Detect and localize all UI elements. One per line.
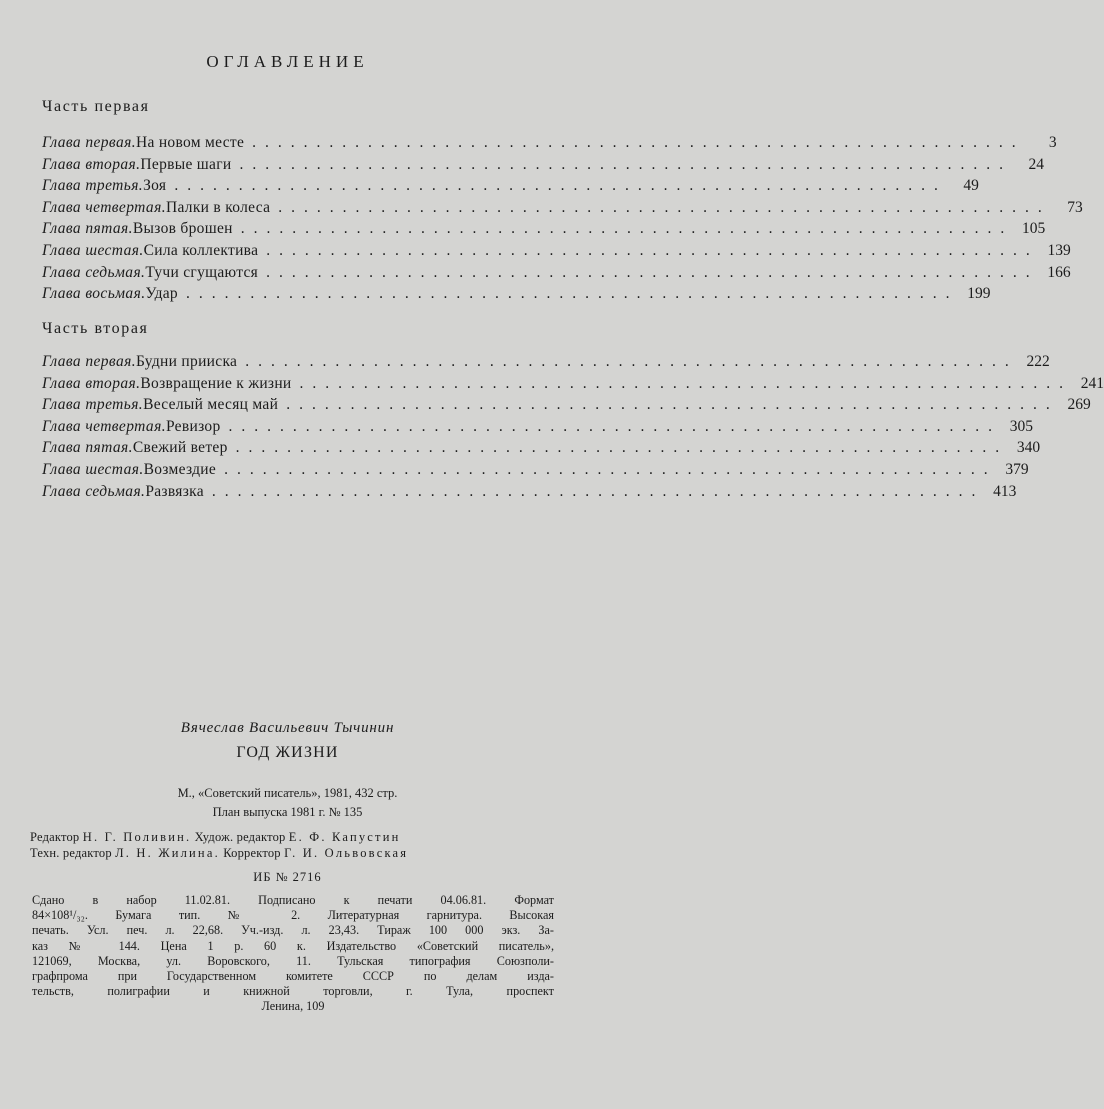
technical-details — [32, 893, 554, 1015]
part-two-chapter-list — [42, 353, 1104, 504]
dot-leader: ............................................................ — [174, 177, 947, 195]
chapter-title: На новом месте — [135, 134, 245, 151]
toc-entry — [42, 134, 1057, 156]
tech-line: тельств, полиграфии и книжной торговли, г. Тула, проспект — [32, 984, 554, 999]
chapter-title: Первые шаги — [140, 155, 232, 173]
page-number: 305 — [1009, 417, 1034, 435]
tech-line: 121069, Москва, ул. Воровского, 11. Тульская типография Союзполи- — [32, 953, 554, 968]
toc-entry — [42, 396, 1091, 418]
art-editor-name: Е. Ф. Капустин — [288, 830, 401, 844]
chapter-label: Глава вторая. — [42, 155, 141, 173]
dot-leader: ............................................................ — [186, 285, 959, 303]
page-number: 199 — [967, 285, 991, 303]
part-two-title: Часть вторая — [42, 320, 149, 337]
chapter-title: Развязка — [145, 482, 204, 500]
ib-number: ИБ № 2716 — [253, 870, 322, 884]
proofreader-label: Корректор — [223, 846, 281, 860]
page-number: 222 — [1026, 353, 1050, 370]
credits-line-tech — [30, 846, 560, 861]
dot-leader: ............................................................ — [239, 155, 1012, 173]
dot-leader: ............................................................ — [266, 263, 1039, 281]
contents-heading: ОГЛАВЛЕНИЕ — [206, 52, 369, 71]
chapter-label: Глава шестая. — [42, 460, 144, 478]
page-number: 139 — [1047, 241, 1071, 259]
part-one-chapter-list — [42, 134, 1083, 307]
dot-leader: ............................................................ — [211, 482, 985, 500]
toc-entry — [42, 155, 1044, 178]
editor-label: Редактор — [30, 830, 80, 844]
dot-leader: ............................................................ — [278, 198, 1051, 216]
chapter-label: Глава вторая. — [42, 374, 141, 392]
chapter-title: Удар — [145, 285, 178, 303]
chapter-label: Глава шестая. — [42, 241, 144, 259]
dot-leader: ............................................................ — [266, 241, 1039, 259]
dot-leader: ............................................................ — [299, 374, 1073, 392]
editor-name: Н. Г. Поливин. — [82, 830, 192, 844]
chapter-label: Глава первая. — [42, 353, 136, 370]
plan-line: План выпуска 1981 г. № 135 — [212, 805, 363, 819]
tech-line: каз № 144. Цена 1 р. 60 к. Издательство «Советский писатель», — [32, 938, 554, 953]
chapter-title: Тучи сгущаются — [145, 263, 259, 281]
chapter-label: Глава первая. — [42, 134, 136, 151]
chapter-title: Будни прииска — [135, 353, 238, 370]
page-number: 413 — [993, 482, 1017, 500]
chapter-label: Глава седьмая. — [42, 263, 146, 281]
toc-entry — [42, 177, 979, 199]
dot-leader: ............................................................ — [228, 417, 1002, 435]
page-number: 241 — [1080, 374, 1104, 392]
toc-entry — [42, 353, 1050, 375]
dot-leader: ............................................................ — [235, 439, 1009, 457]
chapter-title: Веселый месяц май — [143, 396, 279, 414]
chapter-label: Глава пятая. — [42, 439, 133, 457]
chapter-label: Глава четвертая. — [42, 417, 166, 435]
toc-entry — [42, 241, 1071, 264]
tech-editor-name: Л. Н. Жилина. — [115, 846, 220, 860]
chapter-title: Ревизор — [165, 417, 221, 435]
chapter-title: Свежий ветер — [132, 439, 228, 457]
chapter-title: Зоя — [143, 177, 167, 195]
author-name: Вячеслав Васильевич Тычинин — [180, 720, 395, 736]
chapter-label: Глава восьмая. — [42, 285, 146, 303]
dot-leader: ............................................................ — [240, 220, 1014, 238]
part-one-title: Часть первая — [42, 98, 150, 115]
toc-entry — [42, 285, 991, 307]
toc-entry — [42, 198, 1083, 221]
page-number: 73 — [1067, 198, 1083, 216]
page-number: 379 — [1005, 460, 1029, 478]
toc-entry — [42, 439, 1041, 461]
chapter-title: Возмездие — [143, 460, 217, 478]
tech-line: 84×108¹/₃₂. Бумага тип. № 2. Литературная гарнитура. Высокая — [32, 908, 554, 923]
chapter-label: Глава седьмая. — [42, 482, 146, 500]
chapter-title: Палки в колеса — [165, 198, 271, 216]
tech-line: Ленина, 109 — [261, 999, 325, 1014]
dot-leader: ............................................................ — [252, 134, 1025, 151]
page-number: 49 — [963, 177, 979, 195]
toc-entry — [42, 482, 1017, 505]
book-title: ГОД ЖИЗНИ — [236, 744, 339, 761]
art-editor-label: Худож. редактор — [194, 830, 286, 844]
toc-entry — [42, 263, 1071, 286]
dot-leader: ............................................................ — [286, 396, 1059, 414]
tech-line: графпрома при Государственном комитете СССР по делам изда- — [32, 969, 554, 984]
page-number: 3 — [1048, 134, 1057, 151]
credits-line-editors — [30, 830, 560, 845]
chapter-label: Глава третья. — [42, 396, 144, 414]
tech-line: печать. Усл. печ. л. 22,68. Уч.-изд. л. 23,43. Тираж 100 000 экз. За- — [32, 923, 554, 938]
chapter-title: Вызов брошен — [132, 220, 233, 238]
toc-entry — [42, 417, 1034, 440]
page-number: 166 — [1047, 263, 1071, 281]
page-number: 340 — [1016, 439, 1041, 457]
toc-entry — [42, 374, 1104, 397]
toc-entry — [42, 220, 1046, 242]
page-number: 24 — [1028, 155, 1044, 173]
tech-editor-label: Техн. редактор — [30, 846, 112, 860]
chapter-title: Сила коллектива — [143, 241, 259, 259]
chapter-title: Возвращение к жизни — [140, 374, 292, 392]
chapter-label: Глава четвертая. — [42, 198, 166, 216]
tech-line: Сдано в набор 11.02.81. Подписано к печати 04.06.81. Формат — [32, 893, 554, 907]
publisher-line: М., «Советский писатель», 1981, 432 стр. — [177, 786, 398, 800]
dot-leader: ............................................................ — [224, 460, 997, 478]
toc-entry — [42, 460, 1029, 483]
chapter-label: Глава третья. — [42, 177, 144, 195]
dot-leader: ............................................................ — [245, 353, 1018, 370]
page-number: 105 — [1021, 220, 1046, 238]
proofreader-name: Г. И. Ольвовская — [284, 846, 409, 860]
page-number: 269 — [1067, 396, 1091, 414]
chapter-label: Глава пятая. — [42, 220, 133, 238]
